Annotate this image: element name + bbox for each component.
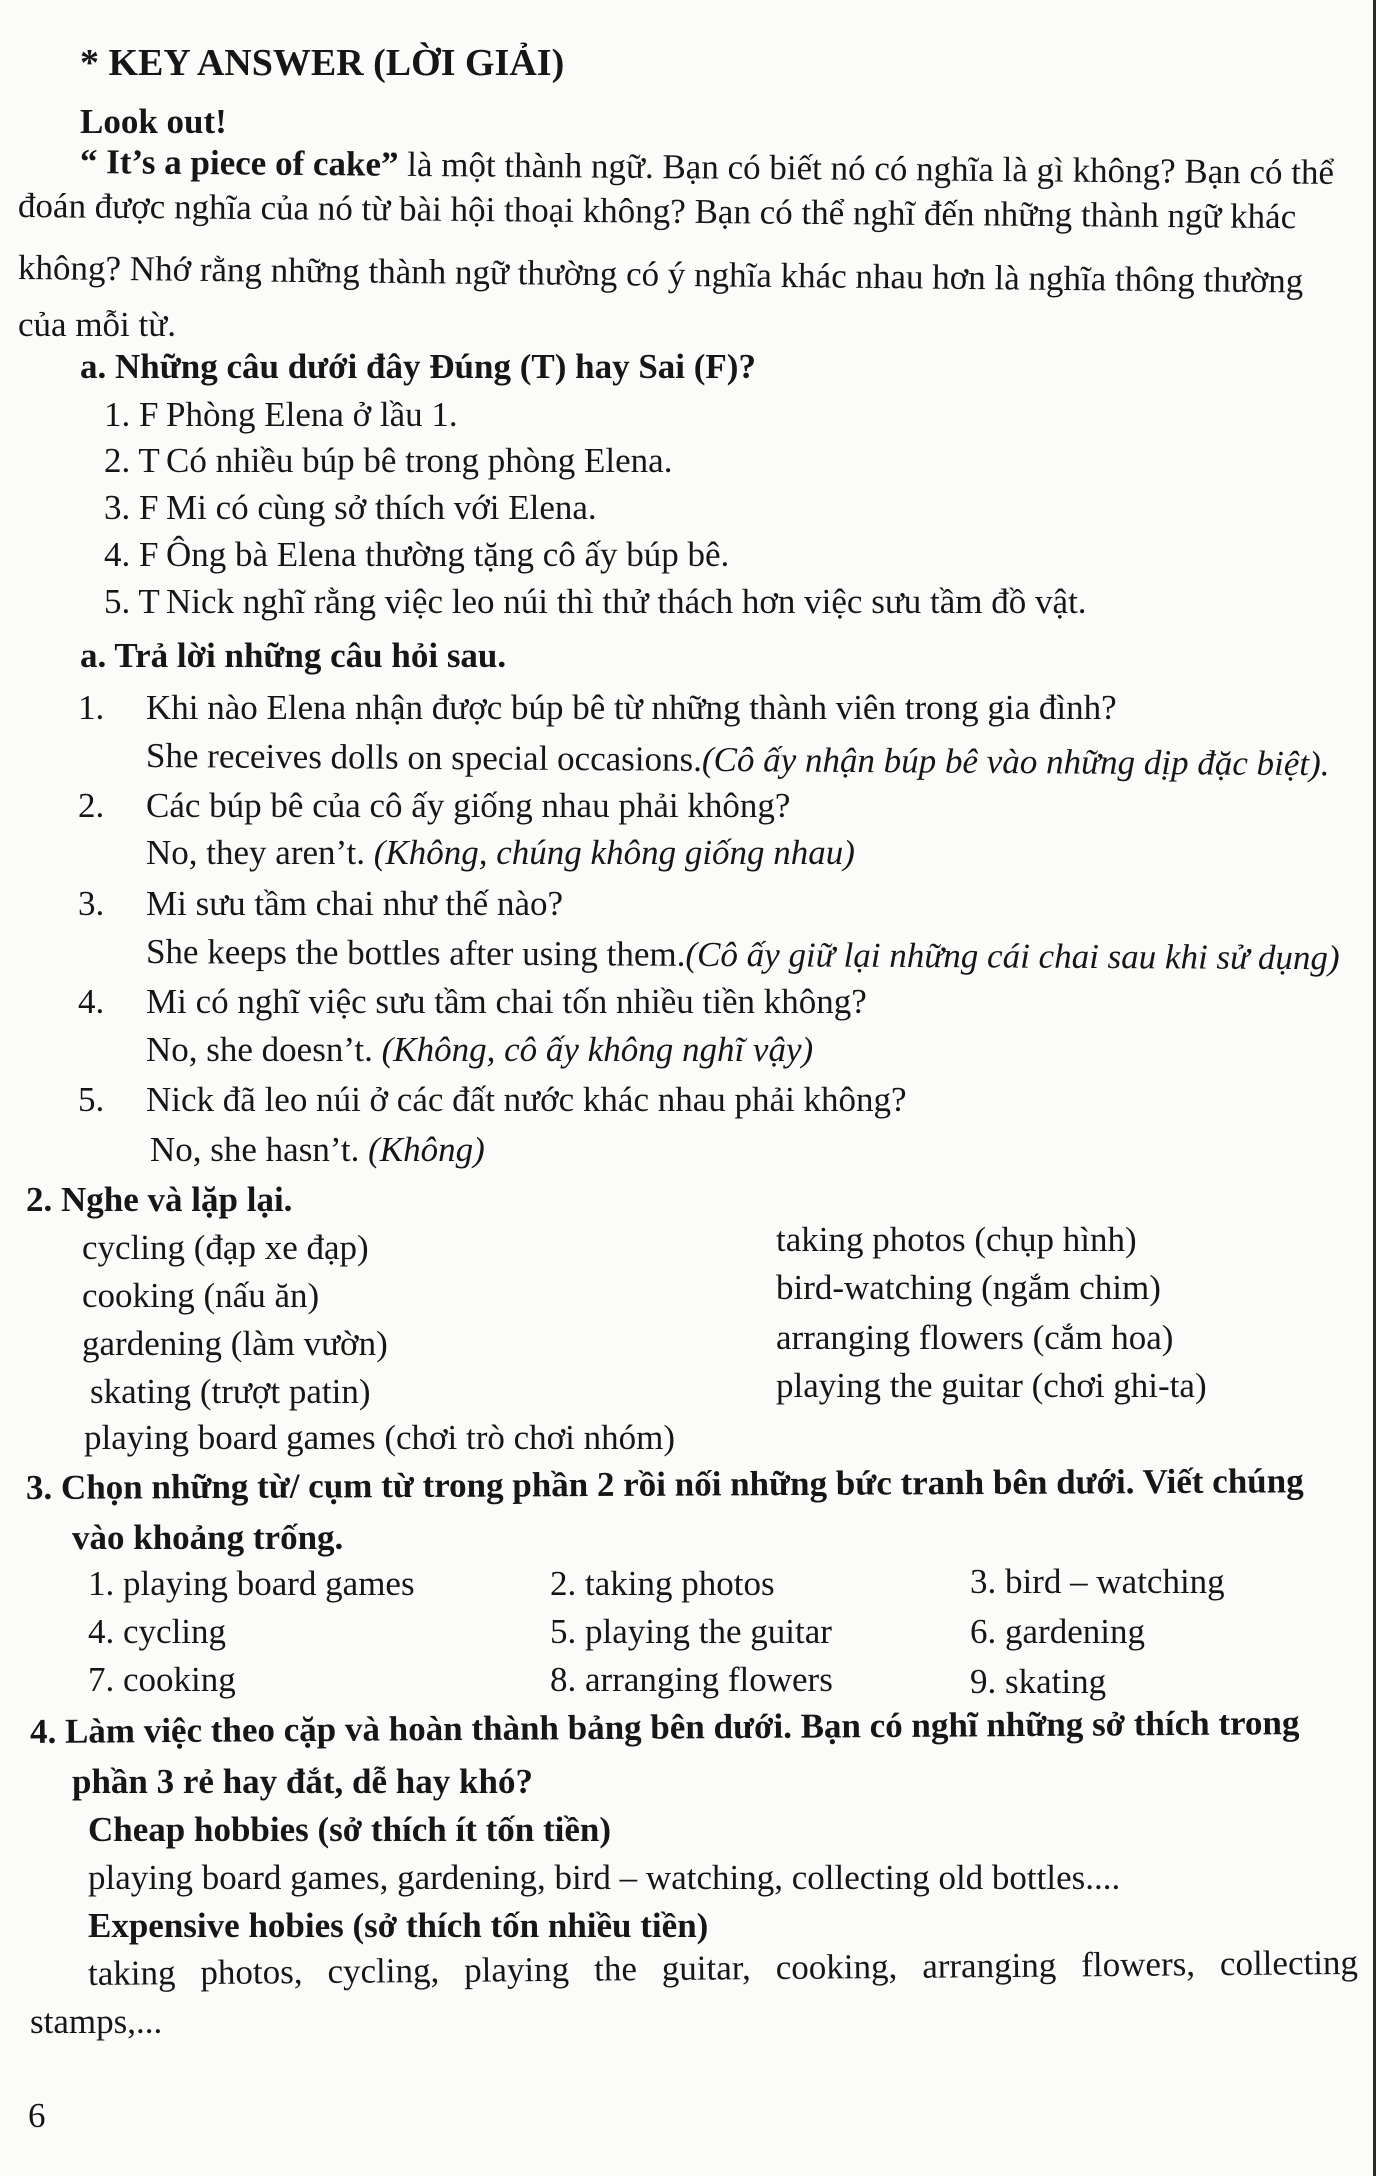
match-answer: 5. playing the guitar — [550, 1612, 832, 1651]
vocab-item: taking photos (chụp hình) — [776, 1220, 1137, 1259]
qa-answer — [146, 932, 1340, 978]
qa-question — [78, 884, 563, 924]
qa-answer-text: She keeps the bottles after using them. — [145, 932, 686, 974]
vocab-item: playing board games (chơi trò chơi nhóm) — [84, 1418, 676, 1457]
tf-item-num: 5. T — [104, 582, 160, 621]
expensive-hobbies-list: taking photos, cycling, playing the guitar, cooking, arranging flowers, collecting — [87, 1942, 1359, 1993]
vocab-item: bird-watching (ngắm chim) — [776, 1268, 1161, 1307]
tf-heading: a. Những câu dưới đây Đúng (T) hay Sai (F)? — [80, 347, 756, 386]
cheap-hobbies-heading: Cheap hobbies (sở thích ít tốn tiền) — [88, 1810, 612, 1849]
expensive-hobbies-list-continued: stamps,... — [30, 2002, 163, 2041]
lookout-line-2: đoán được nghĩa của nó từ bài hội thoại không? Bạn có thể nghĩ đến những thành ngữ khác — [17, 186, 1297, 237]
match-answer: 3. bird – watching — [970, 1562, 1225, 1601]
pair-heading: 4. Làm việc theo cặp và hoàn thành bảng bên dưới. Bạn có nghĩ những sở thích trong — [29, 1703, 1300, 1751]
vocab-item: skating (trượt patin) — [90, 1372, 371, 1411]
tf-item-text: Nick nghĩ rằng việc leo núi thì thử thách hơn việc sưu tầm đồ vật. — [166, 582, 1087, 621]
qa-question — [78, 688, 1117, 728]
qa-answer-text: No, she doesn’t. — [146, 1030, 382, 1069]
tf-item-text: Phòng Elena ở lầu 1. — [166, 395, 458, 434]
qa-answer-translation: (Không, cô ấy không nghĩ vậy) — [381, 1030, 814, 1069]
qa-answer-text: She receives dolls on special occasions. — [145, 736, 703, 779]
match-answer: 4. cycling — [88, 1612, 227, 1651]
qa-question-text: Mi sưu tầm chai như thế nào? — [146, 884, 564, 923]
qa-answer — [150, 1130, 485, 1170]
tf-item — [104, 582, 1087, 622]
qa-answer-text: No, they aren’t. — [146, 833, 374, 872]
lookout-line-1 — [80, 142, 1334, 193]
qa-question — [78, 982, 867, 1022]
qa-num: 4. — [78, 982, 105, 1021]
match-heading-continued: vào khoảng trống. — [72, 1518, 344, 1557]
qa-question-text: Mi có nghĩ việc sưu tầm chai tốn nhiều tiền không? — [146, 982, 867, 1021]
vocab-item: cooking (nấu ăn) — [82, 1276, 320, 1315]
qa-answer — [146, 736, 1330, 785]
lookout-heading: Look out! — [80, 102, 227, 141]
idiom-text: “ It’s a piece of cake” — [79, 142, 399, 184]
tf-item-num: 1. F — [104, 395, 159, 434]
lookout-line-4: của mỗi từ. — [18, 305, 176, 344]
tf-item — [104, 488, 597, 528]
qa-num: 2. — [78, 786, 105, 825]
qa-question — [78, 1080, 907, 1120]
match-answer: 1. playing board games — [88, 1564, 415, 1603]
tf-item-text: Có nhiều búp bê trong phòng Elena. — [166, 441, 673, 480]
expensive-hobbies-heading: Expensive hobies (sở thích tốn nhiều tiền) — [88, 1906, 709, 1945]
qa-num: 1. — [78, 688, 105, 727]
qa-heading: a. Trả lời những câu hỏi sau. — [80, 636, 507, 675]
qa-num: 3. — [78, 884, 105, 923]
vocab-item: gardening (làm vườn) — [82, 1324, 388, 1363]
vocab-item: arranging flowers (cắm hoa) — [776, 1318, 1174, 1357]
qa-answer-text: No, she hasn’t. — [150, 1130, 369, 1169]
match-answer: 7. cooking — [88, 1660, 236, 1699]
qa-question — [78, 786, 790, 826]
qa-question-text: Nick đã leo núi ở các đất nước khác nhau phải không? — [146, 1080, 907, 1119]
qa-num: 5. — [78, 1080, 105, 1119]
page-number: 6 — [28, 2096, 46, 2135]
match-answer: 9. skating — [970, 1662, 1107, 1701]
qa-question-text: Khi nào Elena nhận được búp bê từ những thành viên trong gia đình? — [146, 688, 1117, 727]
tf-item — [104, 535, 729, 575]
page-title: * KEY ANSWER (LỜI GIẢI) — [80, 42, 565, 84]
tf-item-text: Ông bà Elena thường tặng cô ấy búp bê. — [166, 535, 730, 574]
match-answer: 6. gardening — [970, 1612, 1145, 1651]
vocab-item: cycling (đạp xe đạp) — [82, 1228, 369, 1267]
tf-item — [104, 441, 672, 481]
listen-heading: 2. Nghe và lặp lại. — [26, 1180, 293, 1219]
qa-answer-translation: (Không, chúng không giống nhau) — [373, 833, 855, 872]
qa-answer-translation: (Cô ấy nhận búp bê vào những dịp đặc biệt). — [701, 739, 1330, 784]
match-answer: 8. arranging flowers — [550, 1660, 833, 1699]
cheap-hobbies-list: playing board games, gardening, bird – watching, collecting old bottles.... — [88, 1858, 1121, 1897]
tf-item-num: 4. F — [104, 535, 159, 574]
tf-item-num: 3. F — [104, 488, 159, 527]
vocab-item: playing the guitar (chơi ghi-ta) — [776, 1366, 1207, 1405]
tf-item-num: 2. T — [104, 441, 160, 480]
match-heading: 3. Chọn những từ/ cụm từ trong phần 2 rồi nối những bức tranh bên dưới. Viết chúng — [25, 1461, 1304, 1507]
qa-question-text: Các búp bê của cô ấy giống nhau phải không? — [146, 786, 791, 825]
qa-answer — [146, 833, 855, 873]
qa-answer-translation: (Cô ấy giữ lại những cái chai sau khi sử dụng) — [685, 934, 1340, 978]
tf-item — [104, 395, 458, 435]
qa-answer-translation: (Không) — [368, 1130, 485, 1169]
qa-answer — [146, 1030, 813, 1070]
match-answer: 2. taking photos — [550, 1564, 775, 1603]
lookout-line-3: không? Nhớ rằng những thành ngữ thường có ý nghĩa khác nhau hơn là nghĩa thông thường — [17, 248, 1304, 301]
pair-heading-continued: phần 3 rẻ hay đắt, dễ hay khó? — [72, 1762, 533, 1801]
lookout-line-1-rest: là một thành ngữ. Bạn có biết nó có nghĩa là gì không? Bạn có thể — [398, 144, 1335, 192]
tf-item-text: Mi có cùng sở thích với Elena. — [166, 488, 597, 527]
